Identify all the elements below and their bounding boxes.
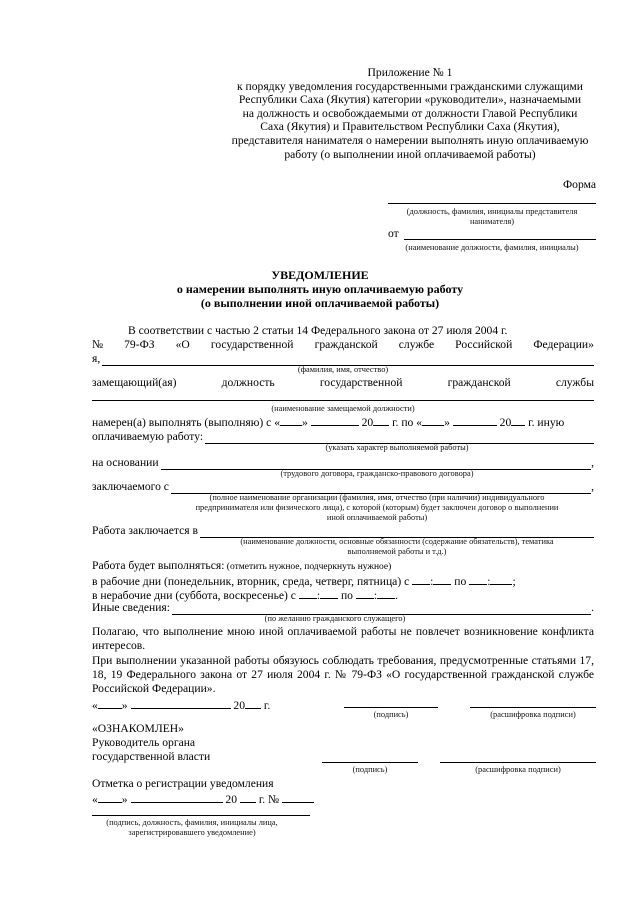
registration-row: « » 20 г. № [92, 791, 314, 807]
head-decode-caption: (расшифровка подписи) [475, 765, 561, 774]
registrar-field[interactable] [92, 815, 310, 816]
weekends-row: в нерабочие дни (суббота, воскресенье) с : по : . [92, 589, 399, 602]
signature-decode-field[interactable] [470, 707, 596, 708]
intro-text-line2: № 79-ФЗ «О государственной гражданской службе Российской Федерации» [92, 338, 594, 351]
addressee-name-line[interactable] [388, 203, 596, 204]
annex-line: представителя нанимателя о намерении выполнять иную оплачиваемую [231, 133, 589, 147]
weekends-to-hour[interactable] [356, 587, 374, 599]
weekends-from-min[interactable] [320, 587, 338, 599]
annex-line: Саха (Якутия) и Правительством Республики Саха (Якутия), [260, 120, 560, 134]
date-day-field[interactable] [98, 697, 122, 709]
head-label: Руководитель органа [92, 736, 196, 749]
position-caption: (наименование замещаемой должности) [271, 404, 415, 413]
schedule-label: Работа будет выполняться: (отметить нужное, подчеркнуть нужное) [92, 559, 392, 572]
position-field[interactable] [92, 400, 594, 401]
position-row: замещающий(ая) должность государственной гражданской службы [92, 376, 594, 389]
document-subtitle: о намерении выполнять иную оплачиваемую работу [176, 282, 464, 296]
from-label: от [388, 227, 399, 240]
weekends-from-hour[interactable] [299, 587, 317, 599]
work-row [92, 430, 594, 444]
date-year-field[interactable] [245, 697, 261, 709]
annex-line: на должность и освобождаемыми от должности Главой Республики [242, 106, 578, 120]
date-month-field[interactable] [131, 697, 231, 709]
head-signature-field[interactable] [322, 762, 418, 763]
work-label: оплачиваемую работу: [92, 430, 204, 443]
other-caption: (по желанию гражданского служащего) [264, 614, 406, 623]
workdays-from-hour[interactable] [412, 573, 430, 585]
addressee-caption: (должность, фамилия, инициалы представителя [406, 207, 578, 216]
obligation-statement: При выполнении указанной работы обязуюсь соблюдать требования, предусмотренные статьями 17, 18, 19 Федерального закона от 27 июля 2004 г. № 79-ФЗ «О государственной гражданской службе Российской Федерации». [92, 654, 594, 695]
head-label: государственной власти [92, 750, 211, 763]
reg-year-field[interactable] [240, 791, 256, 803]
document-title: УВЕДОМЛЕНИЕ [271, 268, 369, 282]
concluded-caption: иной оплачиваемой работы) [326, 513, 428, 522]
addressee-caption: нанимателя) [469, 217, 515, 226]
sender-caption: (наименование должности, фамилия, инициалы) [405, 243, 579, 252]
consists-label: Работа заключается в [92, 524, 198, 537]
ya-label: я, [92, 352, 101, 365]
annex-line: работу (о выполнении иной оплачиваемой работы) [284, 147, 536, 161]
consists-row [92, 524, 594, 538]
intent-row: намерен(а) выполнять (выполняю) с « » 20 г. по « » 20 г. иную [92, 416, 565, 429]
annex-header [225, 66, 595, 161]
intro-text: В соответствии с частью 2 статьи 14 Федерального закона от 27 июля 2004 г. [128, 324, 508, 337]
workdays-row: в рабочие дни (понедельник, вторник, среда, четверг, пятница) с : по : ; [92, 575, 516, 588]
signature-decode-caption: (расшифровка подписи) [490, 710, 576, 719]
basis-row: на основании , [92, 456, 594, 469]
fio-row [92, 352, 594, 366]
other-row: Иные сведения: . [92, 601, 594, 614]
annex-number: Приложение № 1 [367, 66, 453, 79]
signature-caption: (подпись) [373, 710, 409, 719]
head-decode-field[interactable] [440, 762, 596, 763]
weekends-to-min[interactable] [377, 587, 395, 599]
start-month-field[interactable] [311, 414, 359, 426]
work-caption: (указать характер выполняемой работы) [325, 443, 469, 452]
annex-line: к порядку уведомления государственными гражданскими служащими [237, 79, 583, 93]
document-subtitle: (о выполнении иной оплачиваемой работы) [200, 296, 440, 310]
registrar-caption: (подпись, должность, фамилия, инициалы лица, [106, 818, 278, 827]
acknowledged-label: «ОЗНАКОМЛЕН» [92, 722, 184, 735]
concluded-caption: (полное наименование организации (фамилия, имя, отчество (при наличии) индивидуального [209, 493, 545, 502]
start-year-field[interactable] [373, 414, 389, 426]
form-label: Форма [563, 178, 596, 191]
concluded-row: заключаемого с , [92, 480, 594, 493]
workdays-to-min[interactable] [490, 573, 512, 585]
sender-line[interactable] [404, 239, 596, 240]
registrar-caption: зарегистрировавшего уведомление) [128, 828, 256, 837]
start-day-field[interactable] [280, 414, 302, 426]
consists-caption: (наименование должности, основные обязанности (содержание обязательств), тематика [240, 537, 554, 546]
registration-label: Отметка о регистрации уведомления [92, 777, 274, 790]
concluded-label: заключаемого с [92, 480, 169, 493]
end-year-field[interactable] [511, 414, 525, 426]
basis-caption: (трудового договора, гражданско-правового договора) [280, 469, 474, 478]
other-label: Иные сведения: [92, 601, 170, 614]
conflict-statement: Полагаю, что выполнение мною иной оплачиваемой работы не повлечет возникновение конфликта интересов. [92, 625, 594, 652]
signature-field[interactable] [344, 707, 438, 708]
consists-caption: выполняемой работы и т.д.) [347, 547, 447, 556]
reg-day-field[interactable] [98, 791, 122, 803]
basis-label: на основании [92, 456, 159, 469]
concluded-caption: предпринимателя или физического лица), с которой (которым) будет заключен договор о выполнении [195, 503, 559, 512]
reg-number-field[interactable] [282, 791, 314, 803]
workdays-from-min[interactable] [433, 573, 451, 585]
workdays-to-hour[interactable] [469, 573, 487, 585]
end-day-field[interactable] [422, 414, 444, 426]
annex-line: Республики Саха (Якутия) категории «руководители», назначаемыми [238, 93, 582, 107]
fio-caption: (фамилия, имя, отчество) [297, 365, 389, 374]
end-month-field[interactable] [453, 414, 497, 426]
date-row: « » 20 г. [92, 699, 271, 712]
reg-month-field[interactable] [131, 791, 223, 803]
head-signature-caption: (подпись) [352, 765, 388, 774]
